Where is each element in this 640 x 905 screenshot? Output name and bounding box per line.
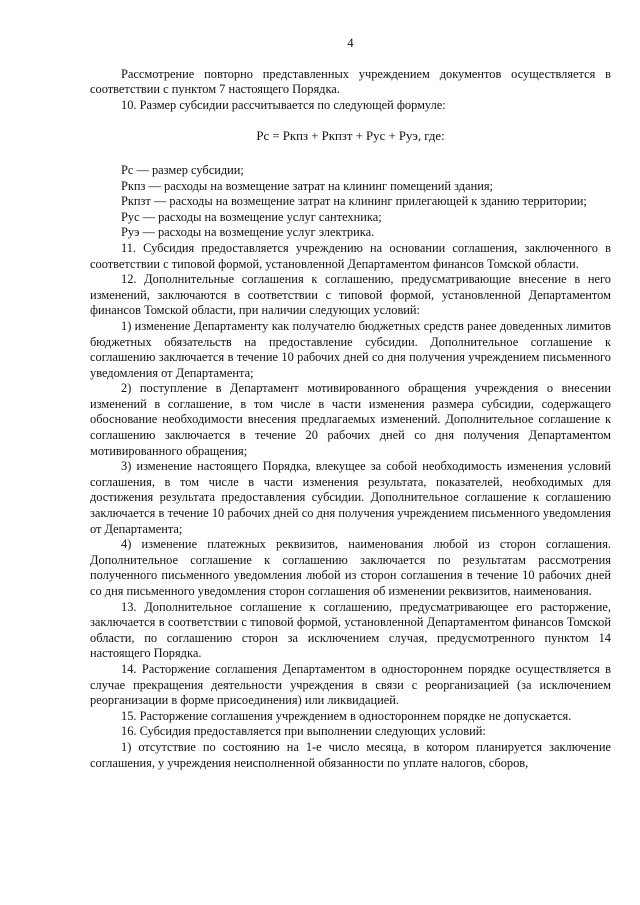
paragraph-10: 10. Размер субсидии рассчитывается по следующей формуле: <box>121 97 446 112</box>
paragraph-12-item-4: 4) изменение платежных реквизитов, наименования любой из сторон соглашения. Дополнительное соглашение к соглашению заключается по результатам рассмотрения полученного письменного уведомления любой из сторон соглашения в течение 10 рабочих дней со дня письменного уведомления сторон соглашения об изменении реквизитов, наименования. <box>90 537 611 598</box>
definition-rkpzt: Ркпзт — расходы на возмещение затрат на клининг прилегающей к зданию территории; <box>121 194 587 209</box>
paragraph-12-item-3: 3) изменение настоящего Порядка, влекущее за собой необходимость изменения условий соглашения, в том числе в части изменения результата, показателей, необходимых для достижения результата предоставления субсидии. Дополнительное соглашение к соглашению заключается в течение 10 рабочих дней со дня получения учреждением письменного уведомления от Департамента; <box>90 459 611 536</box>
paragraph-14: 14. Расторжение соглашения Департаментом в одностороннем порядке осуществляется в случае прекращения деятельности учреждения в связи с реорганизацией (за исключением реорганизации в форме присоединения) или ликвидацией. <box>90 661 611 708</box>
definition-rus: Рус — расходы на возмещение услуг сантехника; <box>121 209 382 224</box>
paragraph-16-item-1: 1) отсутствие по состоянию на 1-е число месяца, в котором планируется заключение соглашения, у учреждения неисполненной обязанности по уплате налогов, сборов, <box>90 739 611 770</box>
document-page <box>90 36 611 771</box>
paragraph-11: 11. Субсидия предоставляется учреждению на основании соглашения, заключенного в соответствии с типовой формой, установленной Департаментом финансов Томской области. <box>90 240 611 271</box>
subsidy-formula: Рс = Ркпз + Ркпзт + Рус + Руэ, где: <box>256 129 445 144</box>
paragraph-13: 13. Дополнительное соглашение к соглашению, предусматривающее его расторжение, заключается в соответствии с типовой формой, установленной Департаментом финансов Томской области, по соглашению сторон за исключением случая, предусмотренного пунктом 14 настоящего Порядка. <box>90 599 611 661</box>
definition-rkpz: Ркпз — расходы на возмещение затрат на клининг помещений здания; <box>121 178 493 193</box>
definition-rue: Руэ — расходы на возмещение услуг электрика. <box>121 225 375 240</box>
paragraph-12: 12. Дополнительные соглашения к соглашению, предусматривающие внесение в него изменений, заключаются в соответствии с типовой формой, установленной Департаментом финансов Томской области, при наличии следующих условий: <box>90 272 611 318</box>
paragraph-15: 15. Расторжение соглашения учреждением в одностороннем порядке не допускается. <box>121 708 572 723</box>
page-number: 4 <box>347 36 354 50</box>
paragraph-12-item-2: 2) поступление в Департамент мотивированного обращения учреждения о внесении изменений в соглашение, в том числе в части изменения размера субсидии, содержащего обоснование необходимости внесения предлагаемых изменений. Дополнительное соглашение к соглашению заключается в течение 20 рабочих дней со дня получения Департаментом мотивированного обращения; <box>90 381 611 458</box>
paragraph-16: 16. Субсидия предоставляется при выполнении следующих условий: <box>121 724 486 739</box>
definition-rs: Рс — размер субсидии; <box>121 162 244 177</box>
paragraph-resubmission: Рассмотрение повторно представленных учреждением документов осуществляется в соответствии с пунктом 7 настоящего Порядка. <box>90 66 611 97</box>
paragraph-12-item-1: 1) изменение Департаменту как получателю бюджетных средств ранее доведенных лимитов бюджетных обязательств на предоставление субсидии. Дополнительное соглашение к соглашению заключается в течение 10 рабочих дней со дня получения учреждением письменного уведомления от Департамента; <box>90 318 611 380</box>
